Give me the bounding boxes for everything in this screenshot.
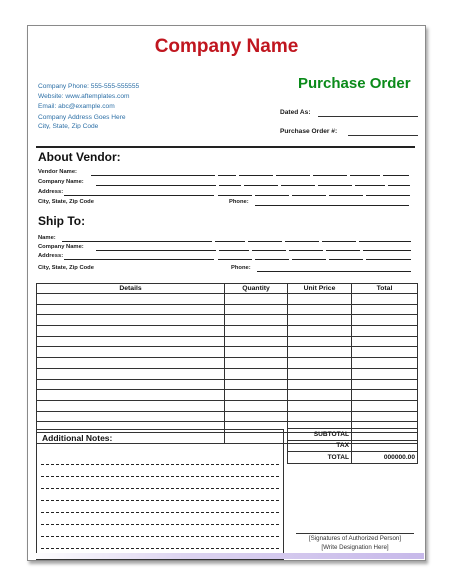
cell-quantity[interactable] (225, 368, 288, 379)
cell-quantity[interactable] (225, 411, 288, 422)
cell-details[interactable] (37, 315, 225, 326)
total-row (288, 452, 418, 464)
note-line[interactable] (41, 536, 279, 537)
table-row (37, 358, 418, 369)
cell-quantity[interactable] (225, 326, 288, 337)
cell-total[interactable] (352, 294, 418, 305)
ship-company-field-seg[interactable] (326, 250, 360, 251)
ship-name-field-seg[interactable] (359, 241, 411, 242)
note-line[interactable] (41, 524, 279, 525)
vendor-name-field-seg[interactable] (313, 175, 347, 176)
cell-unit-price[interactable] (288, 411, 352, 422)
dated-as-label: Dated As: (280, 109, 311, 116)
company-address: Company Address Goes Here (38, 114, 126, 121)
vendor-address-field-seg[interactable] (218, 195, 252, 196)
note-line[interactable] (41, 512, 279, 513)
table-row (37, 294, 418, 305)
ship-company-field[interactable] (96, 250, 216, 251)
vendor-company-field-seg[interactable] (244, 185, 278, 186)
header-divider (36, 146, 415, 148)
cell-total[interactable] (352, 347, 418, 358)
cell-details[interactable] (37, 358, 225, 369)
vendor-address-field-seg[interactable] (329, 195, 363, 196)
vendor-name-field-seg[interactable] (276, 175, 310, 176)
ship-company-field-seg[interactable] (363, 250, 411, 251)
po-number-label: Purchase Order #: (280, 128, 338, 135)
cell-details[interactable] (37, 336, 225, 347)
total-value[interactable]: 000000.00 (352, 452, 418, 464)
ship-company-field-seg[interactable] (252, 250, 286, 251)
cell-total[interactable] (352, 326, 418, 337)
cell-total[interactable] (352, 411, 418, 422)
vendor-section-title: About Vendor: (38, 150, 121, 164)
table-row (37, 379, 418, 390)
table-row (37, 315, 418, 326)
table-row (37, 400, 418, 411)
vendor-phone-field[interactable] (255, 205, 409, 206)
subtotal-value[interactable] (352, 429, 418, 441)
company-email: Email: abc@example.com (38, 103, 115, 110)
subtotal-label: SUBTOTAL (288, 429, 352, 441)
ship-name-field-seg[interactable] (285, 241, 319, 242)
cell-unit-price[interactable] (288, 400, 352, 411)
ship-address-label: Address: (38, 253, 64, 259)
subtotal-row (288, 429, 418, 441)
vendor-phone-label: Phone: (229, 199, 249, 205)
ship-address-field-seg[interactable] (329, 259, 363, 260)
ship-to-section-title: Ship To: (38, 214, 86, 228)
vendor-company-field-seg[interactable] (281, 185, 315, 186)
cell-quantity[interactable] (225, 336, 288, 347)
vendor-city-label: City, State, Zip Code (38, 199, 94, 205)
cell-total[interactable] (352, 358, 418, 369)
cell-unit-price[interactable] (288, 358, 352, 369)
cell-quantity[interactable] (225, 379, 288, 390)
vendor-name-field-seg[interactable] (239, 175, 273, 176)
company-website: Website: www.aftemplates.com (38, 93, 130, 100)
ship-company-field-seg[interactable] (219, 250, 249, 251)
ship-name-field-seg[interactable] (215, 241, 245, 242)
ship-address-field-seg[interactable] (218, 259, 252, 260)
signature-caption: [Signatures of Authorized Person] (308, 535, 402, 542)
note-line[interactable] (41, 548, 279, 549)
vendor-address-field-seg[interactable] (292, 195, 326, 196)
cell-details[interactable] (37, 326, 225, 337)
cell-unit-price[interactable] (288, 336, 352, 347)
ship-name-field-seg[interactable] (248, 241, 282, 242)
cell-quantity[interactable] (225, 294, 288, 305)
ship-address-field-seg[interactable] (255, 259, 289, 260)
cell-total[interactable] (352, 379, 418, 390)
ship-company-label: Company Name: (38, 244, 84, 250)
cell-unit-price[interactable] (288, 390, 352, 401)
cell-details[interactable] (37, 294, 225, 305)
cell-details[interactable] (37, 390, 225, 401)
column-header-total: Total (352, 284, 418, 294)
purchase-order-title: Purchase Order (298, 75, 411, 92)
ship-company-field-seg[interactable] (289, 250, 323, 251)
vendor-address-label: Address: (38, 189, 64, 195)
cell-unit-price[interactable] (288, 347, 352, 358)
vendor-company-field-seg[interactable] (318, 185, 352, 186)
cell-quantity[interactable] (225, 400, 288, 411)
designation-caption: [Write Designation Here] (321, 544, 389, 551)
cell-quantity[interactable] (225, 358, 288, 369)
additional-notes-box (36, 429, 284, 560)
column-header-quantity: Quantity (225, 284, 288, 294)
company-name: Company Name (154, 36, 299, 57)
column-header-unit-price: Unit Price (288, 284, 352, 294)
purchase-order-sheet (27, 25, 426, 561)
cell-details[interactable] (37, 368, 225, 379)
column-header-details: Details (37, 284, 225, 294)
po-number-field[interactable] (348, 135, 418, 136)
vendor-name-field-seg[interactable] (350, 175, 380, 176)
cell-details[interactable] (37, 379, 225, 390)
vendor-company-field-seg[interactable] (219, 185, 241, 186)
table-row (37, 390, 418, 401)
note-line[interactable] (41, 488, 279, 489)
note-line[interactable] (41, 500, 279, 501)
cell-total[interactable] (352, 336, 418, 347)
cell-quantity[interactable] (225, 347, 288, 358)
table-row (37, 336, 418, 347)
company-phone: Company Phone: 555-555-555555 (38, 83, 140, 90)
ship-name-field[interactable] (62, 241, 212, 242)
cell-unit-price[interactable] (288, 368, 352, 379)
ship-address-field-seg[interactable] (366, 259, 411, 260)
ship-phone-field[interactable] (257, 271, 411, 272)
vendor-name-label: Vendor Name: (38, 169, 77, 175)
ship-address-field-seg[interactable] (292, 259, 326, 260)
ship-name-field-seg[interactable] (322, 241, 356, 242)
cell-details[interactable] (37, 347, 225, 358)
cell-total[interactable] (352, 368, 418, 379)
cell-details[interactable] (37, 400, 225, 411)
cell-details[interactable] (37, 304, 225, 315)
vendor-address-field-seg[interactable] (366, 195, 410, 196)
vendor-company-label: Company Name: (38, 179, 84, 185)
footer-band (29, 553, 424, 559)
table-row (37, 304, 418, 315)
vendor-address-field[interactable] (64, 195, 214, 196)
items-body (37, 294, 418, 444)
cell-total[interactable] (352, 390, 418, 401)
cell-total[interactable] (352, 400, 418, 411)
cell-unit-price[interactable] (288, 294, 352, 305)
tax-value[interactable] (352, 440, 418, 452)
vendor-name-field-seg[interactable] (383, 175, 409, 176)
vendor-company-field-seg[interactable] (388, 185, 410, 186)
cell-details[interactable] (37, 411, 225, 422)
table-row (37, 326, 418, 337)
tax-label: TAX (288, 440, 352, 452)
cell-unit-price[interactable] (288, 304, 352, 315)
cell-quantity[interactable] (225, 315, 288, 326)
note-line[interactable] (41, 464, 279, 465)
totals-table (287, 428, 418, 464)
vendor-company-field[interactable] (96, 185, 216, 186)
cell-unit-price[interactable] (288, 315, 352, 326)
ship-city-label: City, State, Zip Code (38, 265, 94, 271)
cell-total[interactable] (352, 315, 418, 326)
vendor-company-field-seg[interactable] (355, 185, 385, 186)
note-line[interactable] (41, 476, 279, 477)
vendor-address-field-seg[interactable] (255, 195, 289, 196)
total-label: TOTAL (288, 452, 352, 464)
cell-unit-price[interactable] (288, 326, 352, 337)
dated-as-field[interactable] (318, 116, 418, 117)
cell-unit-price[interactable] (288, 379, 352, 390)
items-header-row (37, 284, 418, 294)
vendor-name-field-seg[interactable] (218, 175, 236, 176)
cell-quantity[interactable] (225, 390, 288, 401)
vendor-name-field[interactable] (91, 175, 215, 176)
ship-address-field[interactable] (64, 259, 214, 260)
company-city: City, State, Zip Code (38, 123, 99, 129)
ship-name-label: Name: (38, 235, 56, 241)
cell-quantity[interactable] (225, 304, 288, 315)
signature-line[interactable] (296, 533, 414, 534)
ship-phone-label: Phone: (231, 265, 251, 271)
cell-total[interactable] (352, 304, 418, 315)
items-table (36, 283, 418, 444)
additional-notes-title: Additional Notes: (42, 433, 113, 443)
table-row (37, 411, 418, 422)
table-row (37, 347, 418, 358)
table-row (37, 368, 418, 379)
tax-row (288, 440, 418, 452)
